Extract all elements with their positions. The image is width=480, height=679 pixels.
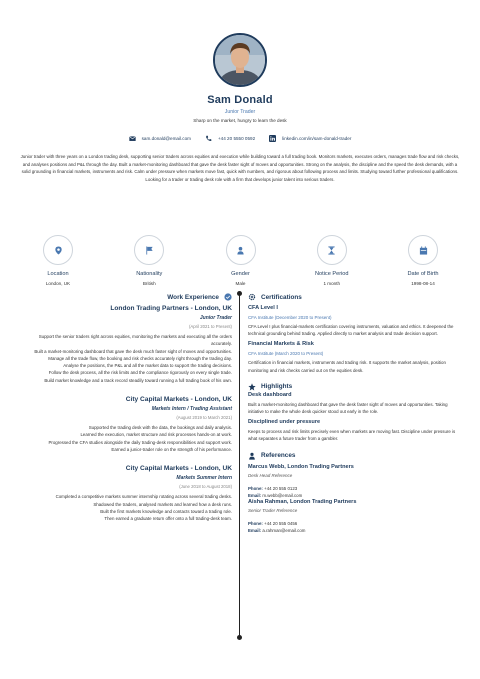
job-bullet: Analyse the positions, the P&L and all the market data to support the trading decisions. — [63, 363, 232, 369]
certification-title: CFA Level I — [248, 305, 278, 311]
phone-icon — [205, 135, 212, 142]
job-bullet: Shadowed the traders, analysed markets and learned how a desk runs. — [93, 501, 232, 507]
highlight-title: Desk dashboard — [248, 391, 292, 398]
fact-gender — [201, 235, 281, 286]
reference-role: Desk Head Reference — [248, 472, 293, 478]
fact-value: 1 month — [323, 281, 341, 286]
reference-name: Aisha Rahman, London Trading Partners — [248, 498, 357, 505]
highlight-item — [248, 419, 463, 442]
highlight-desc: Built a market-monitoring dashboard that gave the desk faster sight of moves and opportunities. Taking initiative to make the whole desk quicker stood out early in the role. — [248, 401, 448, 415]
reference-role: Senior Trader Reference — [248, 507, 298, 513]
verified-badge-icon — [224, 293, 232, 301]
certification-title: Financial Markets & Risk — [248, 341, 314, 348]
job-entry — [20, 465, 232, 522]
flag-icon — [145, 246, 154, 255]
certification-item — [248, 341, 463, 373]
fact-label: Gender — [231, 271, 250, 277]
certifications-heading-text: Certifications — [261, 293, 302, 301]
job-bullet: Build market knowledge and a track record steadily toward running a full trading book of his own. — [44, 377, 232, 383]
job-entry — [20, 305, 232, 384]
certification-issuer: CFA Institute (March 2020 to Present) — [248, 351, 324, 357]
highlights-heading — [248, 383, 463, 391]
profile-header — [0, 33, 480, 123]
fact-label: Notice Period — [314, 271, 349, 277]
reference-email-label: Email: — [248, 492, 262, 498]
reference-phone — [248, 521, 463, 526]
fact-location — [18, 235, 98, 286]
certification-item — [248, 305, 463, 337]
reference-email-label: Email: — [248, 527, 262, 533]
highlight-desc: Keeps to process and risk limits precisely even when markets are moving fast. Discipline under pressure is what separates a future trader from a gambler. — [248, 429, 456, 442]
job-bullet: Built a market-monitoring dashboard that gave the desk much faster sight of moves and opportunities. — [34, 348, 232, 354]
job-dates: (August 2019 to March 2021) — [176, 415, 232, 421]
job-title: Markets Summer Intern — [176, 475, 232, 482]
gear-icon — [248, 293, 256, 301]
job-bullet: Built the first markets knowledge and contacts toward a trading role. — [100, 508, 232, 514]
reference-email — [248, 493, 463, 498]
job-title: Markets Intern / Trading Assistant — [151, 406, 232, 413]
reference-phone-label: Phone: — [248, 485, 263, 491]
job-company: City Capital Markets - London, UK — [125, 396, 232, 404]
person-icon — [248, 452, 256, 460]
job-bullet: Then earned a graduate return offer onto a full trading-desk team. — [104, 516, 232, 522]
personal-facts — [18, 235, 463, 286]
reference-email — [248, 528, 463, 533]
reference-name: Marcus Webb, London Trading Partners — [248, 463, 354, 470]
timeline-dot — [237, 291, 242, 296]
certification-issuer: CFA Institute (December 2020 to Present) — [248, 315, 332, 320]
reference-item — [248, 464, 463, 498]
calendar-icon — [419, 246, 428, 255]
fact-nationality — [109, 235, 189, 286]
timeline-line — [239, 293, 240, 638]
star-icon — [248, 383, 256, 391]
job-bullet: Completed a competitive markets summer internship rotating across several trading desks. — [55, 494, 232, 500]
profile-tagline: Sharp on the market, hungry to learn the desk — [193, 118, 287, 123]
profile-name: Sam Donald — [207, 94, 273, 106]
fact-label: Nationality — [136, 271, 163, 277]
experience-heading — [20, 293, 232, 301]
contact-bar — [0, 135, 480, 142]
highlight-item — [248, 392, 463, 415]
job-title: Junior Trader — [199, 315, 232, 321]
fact-notice-period — [292, 235, 372, 286]
contact-linkedin-text: linkedin.com/in/sam-donald-trader — [282, 136, 352, 141]
job-bullet: Supported the trading desk with the data, the bookings and daily analysis. — [88, 425, 232, 431]
contact-email[interactable] — [129, 135, 191, 142]
certification-desc: CFA Level I plus financial-markets certification covering instruments, valuation and ethics. It deepened the technical grounding behind trading. Applied directly to market analysis and trade decision support. — [248, 324, 454, 337]
experience-heading-text: Work Experience — [167, 293, 219, 301]
email-icon — [129, 135, 136, 142]
job-dates: (June 2018 to August 2018) — [179, 484, 232, 490]
sidebar-sections — [248, 293, 463, 533]
reference-phone-value[interactable]: +44 20 555 0123 — [264, 485, 298, 491]
job-bullet: Support the senior traders right across equities, monitoring the markets and executing all the orders accurately. — [38, 334, 232, 347]
contact-email-text: sam.donald@email.com — [141, 136, 191, 141]
fact-label: Location — [47, 271, 69, 277]
avatar-photo — [215, 35, 265, 85]
reference-item — [248, 499, 463, 533]
job-entry — [20, 396, 232, 453]
fact-value: London, UK — [45, 281, 71, 286]
highlight-title: Disciplined under pressure — [248, 419, 321, 426]
job-bullet: Learned the execution, market structure and risk processes hands-on at work. — [80, 432, 232, 438]
person-icon — [236, 246, 245, 255]
references-heading-text: References — [261, 452, 296, 460]
job-bullets — [20, 424, 232, 453]
reference-email-value[interactable]: m.webb@email.com — [262, 492, 303, 498]
fact-value: Male — [235, 281, 246, 286]
contact-linkedin[interactable] — [269, 135, 351, 142]
job-bullet: Follow the desk process, all the risk limits and the compliance rigorously on every single trade. — [48, 370, 232, 376]
certification-desc: Certification in financial markets, instruments and trading risk. It supports the market analysis, position monitoring and risk checks carried out on the equities desk. — [248, 360, 446, 373]
reference-phone-value[interactable]: +44 20 555 0456 — [264, 520, 298, 526]
fact-date-of-birth — [383, 235, 463, 286]
job-bullet: Manage all the trade flow, the booking and risk checks accurately right through the trading day. — [48, 355, 232, 361]
linkedin-icon — [269, 135, 276, 142]
location-icon — [54, 246, 63, 255]
fact-label: Date of Birth — [407, 271, 439, 277]
references-heading — [248, 452, 463, 460]
fact-value: British — [142, 281, 156, 286]
profile-role: Junior Trader — [224, 109, 256, 115]
highlights-heading-text: Highlights — [261, 383, 293, 391]
job-company: London Trading Partners - London, UK — [110, 305, 232, 312]
timeline-dot — [237, 635, 242, 640]
avatar — [213, 33, 267, 87]
reference-phone-label: Phone: — [248, 520, 263, 526]
job-bullet: Earned a junior-trader role on the strength of his performance. — [111, 446, 232, 452]
certifications-heading — [248, 293, 463, 301]
job-bullet: Progressed the CFA studies alongside the daily trading-desk responsibilities and support work. — [48, 439, 232, 445]
hourglass-icon — [327, 246, 336, 255]
contact-phone[interactable] — [205, 135, 255, 142]
job-company: City Capital Markets - London, UK — [125, 465, 232, 473]
reference-phone — [248, 486, 463, 491]
reference-email-value[interactable]: a.rahman@email.com — [262, 527, 306, 533]
profile-summary: Junior trader with three years on a London trading desk, supporting senior traders across equities and execution while building toward a full trading book. Monitors markets, executes orders, manages trade flow and risk checks, and analyses positions and P&L through the day. Built a market-monitoring dashboard that gave the desk faster sight of moves and opportunities. Strong on the analysis, the discipline and the speed the desk demands, with a solid grounding in financial markets, instruments and risk. Calm under pressure when markets move fast, quick with numbers, and rigorous about following process and limits. Studying toward further professional qualifications. Looking for a trader or trading desk role with a firm that develops junior talent into serious traders. — [20, 154, 460, 182]
job-bullets — [20, 333, 232, 384]
experience-section — [20, 293, 232, 522]
job-dates: (April 2021 to Present) — [189, 324, 232, 329]
contact-phone-text: +44 20 5550 0592 — [217, 136, 256, 141]
job-bullets — [20, 493, 232, 522]
fact-value: 1998-08-14 — [411, 281, 435, 286]
